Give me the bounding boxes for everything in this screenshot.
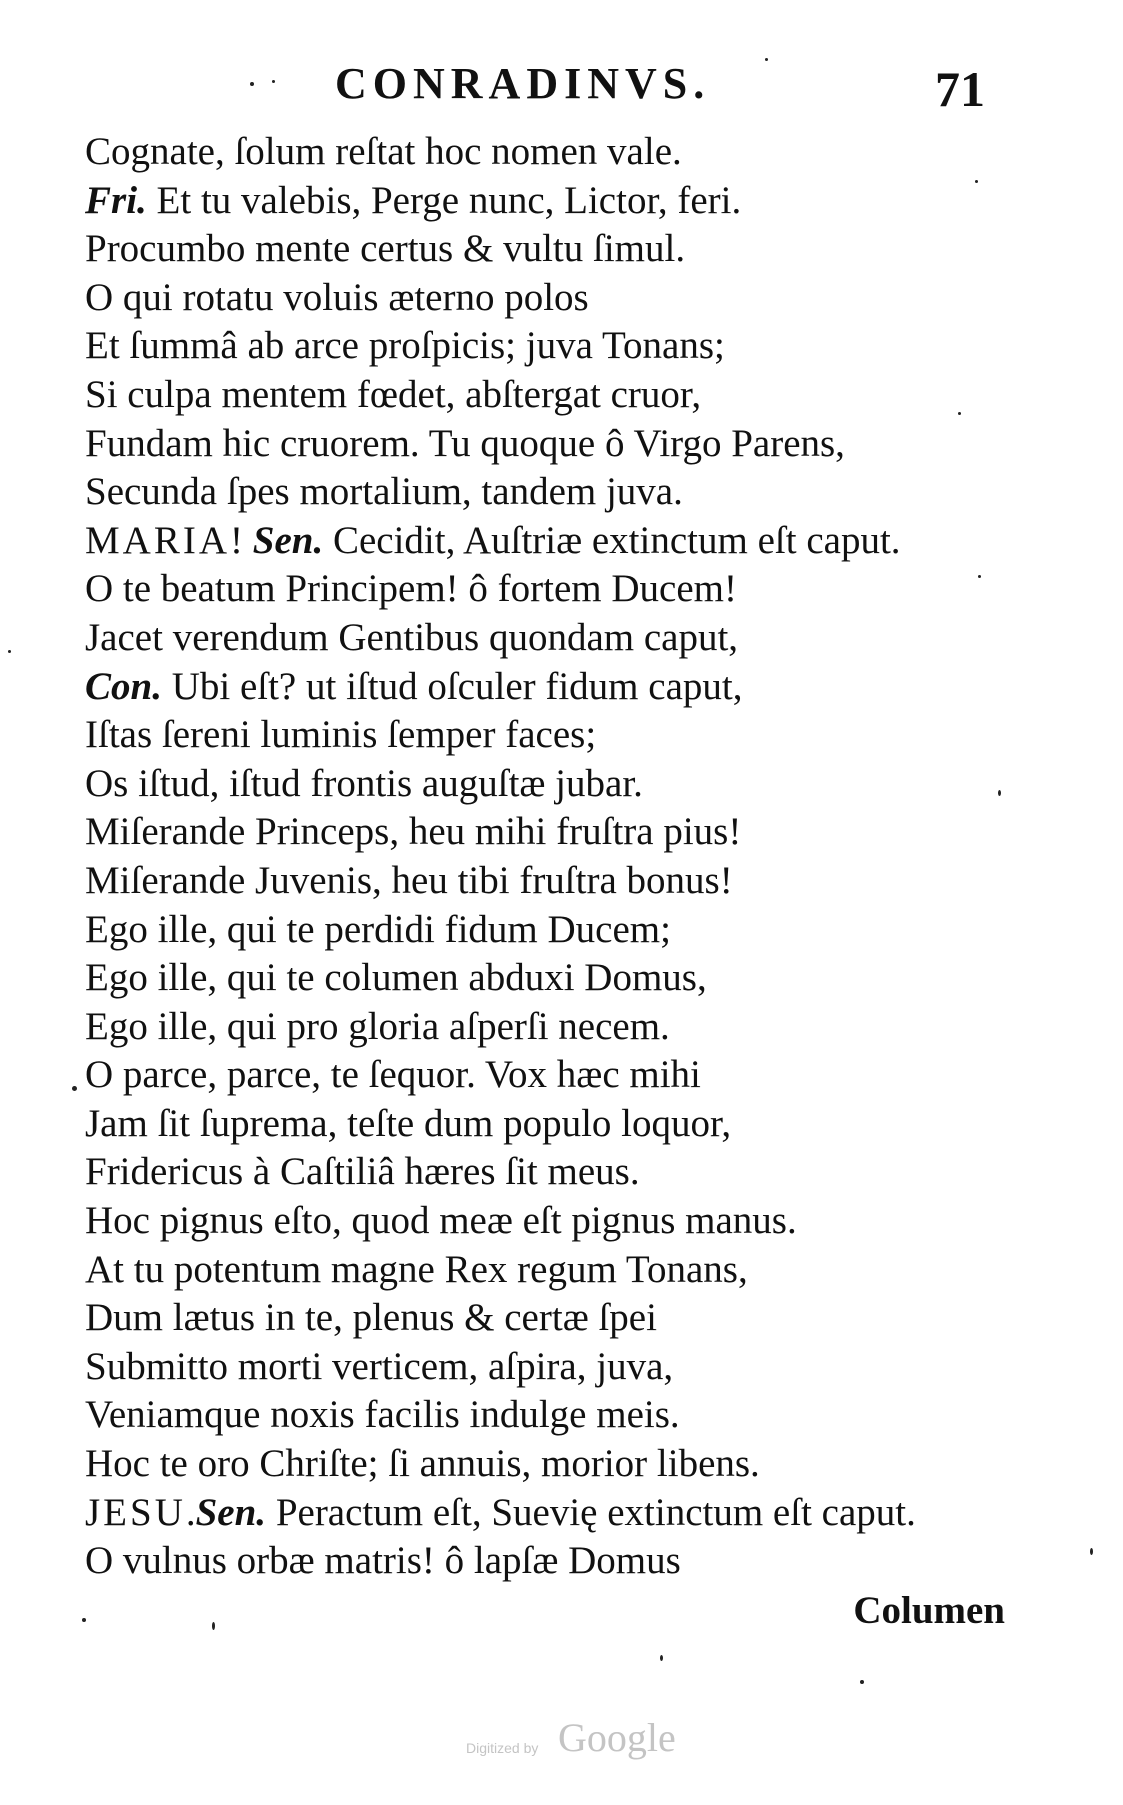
scan-speck: [975, 180, 978, 183]
scan-speck: [82, 1618, 86, 1622]
line-text: Ubi eſt? ut iſtud oſculer fidum caput,: [161, 664, 743, 708]
scan-speck: [272, 80, 275, 83]
digitized-watermark: [466, 1712, 706, 1762]
line-text: Fridericus à Caſtiliâ hæres ſit meus.: [85, 1150, 640, 1194]
line-text: Iſtas ſereni luminis ſemper faces;: [85, 713, 597, 757]
verse-line: [85, 663, 1025, 712]
invocation-name: MARIA: [85, 518, 231, 562]
verse-line: [85, 177, 1025, 226]
line-text: O te beatum Principem! ô fortem Ducem!: [85, 567, 737, 611]
line-text: Jam ſit ſuprema, teſte dum populo loquor,: [85, 1101, 732, 1145]
verse-line: [85, 711, 1025, 760]
line-text: Ego ille, qui te columen abduxi Domus,: [85, 956, 707, 1000]
line-text: Si culpa mentem fœdet, abſtergat cruor,: [85, 372, 702, 416]
line-text: O qui rotatu voluis æterno polos: [85, 275, 589, 319]
verse-line: [85, 1051, 1025, 1100]
verse-line: [85, 760, 1025, 809]
verse-line: [85, 1197, 1025, 1246]
verse-line: [85, 1440, 1025, 1489]
verse-line: [85, 128, 1025, 177]
running-head: [0, 48, 1123, 128]
line-text: Hoc te oro Chriſte; ſi annuis, morior libens.: [85, 1442, 760, 1486]
verse-line: [85, 1148, 1025, 1197]
line-text: .: [185, 1490, 196, 1534]
speaker-label: Sen.: [252, 518, 324, 562]
line-text: Secunda ſpes mortalium, tandem juva.: [85, 470, 683, 514]
verse-line: [85, 1246, 1025, 1295]
verse-line: [85, 565, 1025, 614]
verse-line: [85, 225, 1025, 274]
verse-line: [85, 1294, 1025, 1343]
line-text: Os iſtud, iſtud frontis auguſtæ jubar.: [85, 761, 643, 805]
line-text: !: [230, 518, 253, 562]
verse-line: [85, 1489, 1025, 1538]
catchword: Columen: [853, 1589, 1005, 1632]
line-text: Ego ille, qui pro gloria aſperſi necem.: [85, 1004, 670, 1048]
line-text: Et ſummâ ab arce proſpicis; juva Tonans;: [85, 324, 725, 368]
scan-speck: [998, 790, 1001, 796]
verse-line: [85, 468, 1025, 517]
verse-line: [85, 1391, 1025, 1440]
page-number: 71: [935, 61, 985, 117]
verse-line: [85, 371, 1025, 420]
scan-speck: [860, 1680, 864, 1684]
line-text: Miſerande Juvenis, heu tibi fruſtra bonus!: [85, 858, 733, 902]
line-text: Jacet verendum Gentibus quondam caput,: [85, 615, 739, 659]
line-text: Hoc pignus eſto, quod meæ eſt pignus manus.: [85, 1199, 797, 1243]
verse-line: [85, 1343, 1025, 1392]
line-text: Peractum eſt, Suevię extinctum eſt caput.: [266, 1490, 916, 1534]
verse-line: [85, 1537, 1025, 1586]
speaker-label: Sen.: [195, 1490, 267, 1534]
scan-speck: [1090, 1548, 1093, 1555]
scan-speck: [958, 412, 961, 415]
line-text: Ego ille, qui te perdidi fidum Ducem;: [85, 907, 671, 951]
line-text: Submitto morti verticem, aſpira, juva,: [85, 1344, 674, 1388]
verse-line: [85, 420, 1025, 469]
line-text: Procumbo mente certus & vultu ſimul.: [85, 227, 686, 271]
verse-line: [85, 857, 1025, 906]
verse-block: [85, 128, 1025, 1586]
line-text: Miſerande Princeps, heu mihi fruſtra pius!: [85, 810, 742, 854]
verse-line: [85, 1100, 1025, 1149]
verse-line: [85, 906, 1025, 955]
verse-line: [85, 614, 1025, 663]
scan-speck: [978, 575, 981, 578]
scan-speck: [250, 82, 254, 86]
speaker-label: Con.: [85, 664, 162, 708]
scan-speck: [660, 1655, 663, 1661]
speaker-label: Fri.: [85, 178, 147, 222]
watermark-logo-text: Google: [558, 1715, 676, 1760]
verse-line: [85, 322, 1025, 371]
scan-speck: [765, 58, 768, 61]
invocation-name: JESU: [85, 1490, 186, 1534]
scan-speck: [72, 1086, 77, 1091]
scan-speck: [212, 1622, 215, 1630]
verse-line: [85, 808, 1025, 857]
line-text: At tu potentum magne Rex regum Tonans,: [85, 1247, 748, 1291]
line-text: Cecidit, Auſtriæ extinctum eſt caput.: [323, 518, 901, 562]
line-text: Cognate, ſolum reſtat hoc nomen vale.: [85, 130, 682, 173]
line-text: Veniamque noxis facilis indulge meis.: [85, 1393, 680, 1437]
line-text: Et tu valebis, Perge nunc, Lictor, feri.: [146, 178, 742, 222]
line-text: O vulnus orbæ matris! ô lapſæ Domus: [85, 1539, 681, 1583]
verse-line: [85, 954, 1025, 1003]
line-text: Fundam hic cruorem. Tu quoque ô Virgo Parens,: [85, 421, 845, 465]
verse-line: [85, 517, 1025, 566]
scan-speck: [8, 650, 11, 653]
verse-line: [85, 1003, 1025, 1052]
line-text: Dum lætus in te, plenus & certæ ſpei: [85, 1296, 657, 1340]
line-text: O parce, parce, te ſequor. Vox hæc mihi: [85, 1053, 701, 1097]
watermark-small-text: Digitized by: [466, 1740, 539, 1756]
running-title: CONRADINVS.: [335, 59, 711, 108]
verse-line: [85, 274, 1025, 323]
